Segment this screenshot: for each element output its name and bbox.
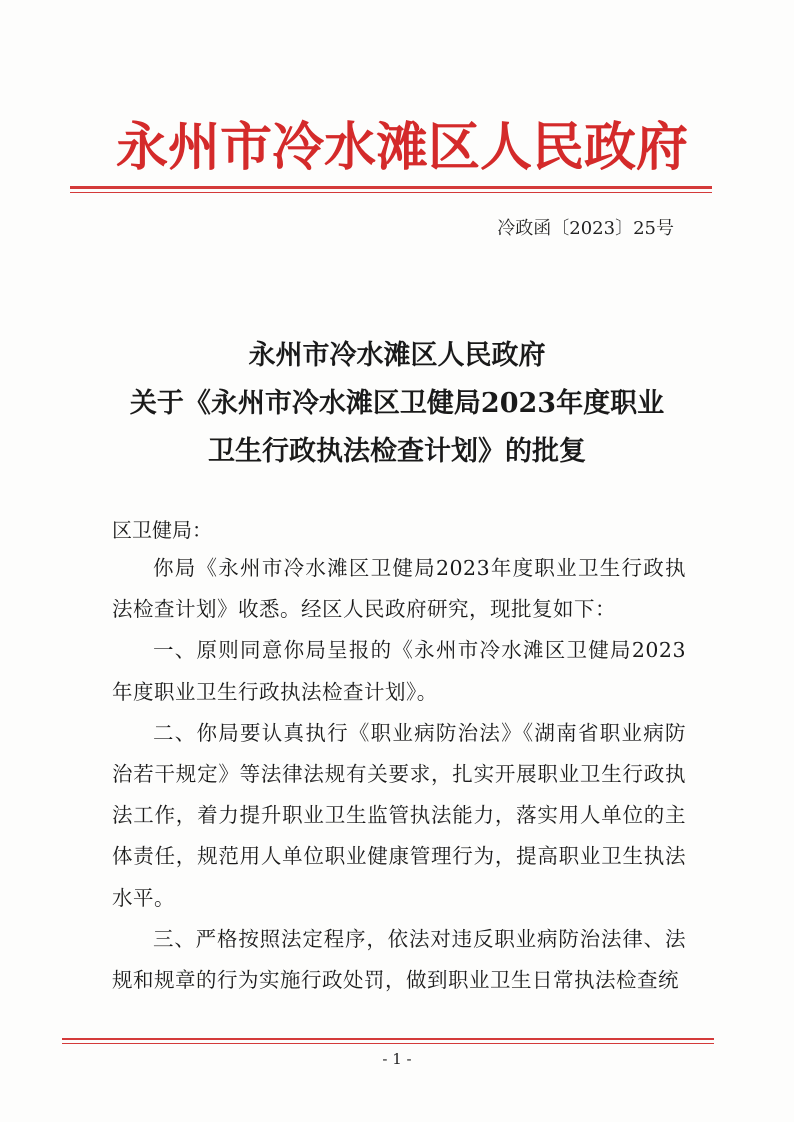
title-line-3: 卫生行政执法检查计划》的批复 <box>208 436 586 467</box>
salutation: 区卫健局： <box>112 518 212 542</box>
paragraph-intro: 你局《永州市冷水滩区卫健局2023年度职业卫生行政执法检查计划》收悉。经区人民政府研究，现批复如下： <box>112 556 686 622</box>
header-red-rule <box>70 186 712 189</box>
header-red-rule-thin <box>70 192 712 193</box>
document-number: 冷政函〔2023〕25号 <box>497 218 674 239</box>
document-title <box>80 332 714 476</box>
body-text <box>112 548 686 1001</box>
paragraph-item-1: 一、原则同意你局呈报的《永州市冷水滩区卫健局2023年度职业卫生行政执法检查计划》。 <box>112 638 686 704</box>
paragraph-item-2: 二、你局要认真执行《职业病防治法》《湖南省职业病防治若干规定》等法律法规有关要求，扎实开展职业卫生行政执法工作，着力提升职业卫生监管执法能力，落实用人单位的主体责任，规范用人单位职业健康管理行为，提高职业卫生执法水平。 <box>112 720 686 910</box>
page-number: - 1 - <box>382 1050 412 1068</box>
title-line-2: 关于《永州市冷水滩区卫健局2023年度职业 <box>129 388 665 419</box>
issuer-header: 永州市冷水滩区人民政府 <box>115 117 688 178</box>
footer-red-rule-thin <box>62 1043 714 1044</box>
title-line-1: 永州市冷水滩区人民政府 <box>248 340 546 371</box>
paragraph-item-3: 三、严格按照法定程序，依法对违反职业病防治法律、法规和规章的行为实施行政处罚，做到职业卫生日常执法检查统 <box>112 926 686 993</box>
footer-red-rule <box>62 1038 714 1040</box>
